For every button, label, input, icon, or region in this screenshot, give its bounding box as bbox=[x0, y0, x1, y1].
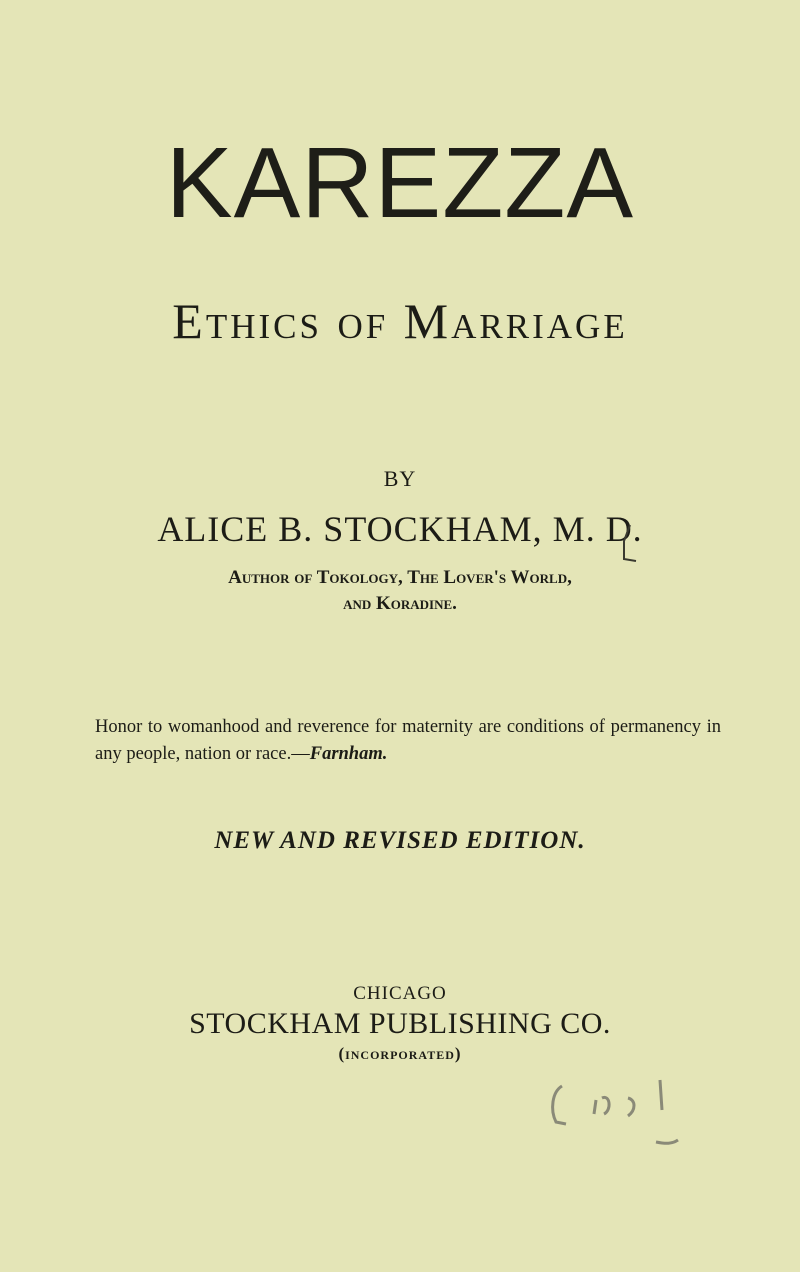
book-title: KAREZZA bbox=[165, 127, 635, 239]
publisher-incorporated: (incorporated) bbox=[338, 1044, 462, 1063]
handwritten-call-number-mark bbox=[540, 1070, 690, 1170]
pencil-mark bbox=[618, 523, 638, 563]
epigraph bbox=[95, 714, 721, 768]
author-credits-line-2: and Koradine. bbox=[343, 593, 457, 614]
publisher-city: CHICAGO bbox=[353, 983, 447, 1004]
publisher-name: STOCKHAM PUBLISHING CO. bbox=[189, 1007, 611, 1040]
by-line: BY bbox=[383, 466, 417, 491]
epigraph-attribution: Farnham. bbox=[309, 744, 388, 764]
author-name: ALICE B. STOCKHAM, M. D. bbox=[157, 509, 643, 549]
edition-statement: NEW AND REVISED EDITION. bbox=[214, 827, 586, 854]
book-subtitle: Ethics of Marriage bbox=[172, 293, 628, 349]
epigraph-text: Honor to womanhood and reverence for maternity are conditions of permanency in any people, nation or race.— bbox=[95, 717, 721, 764]
author-credits-line-1: Author of Tokology, The Lover's World, bbox=[228, 567, 572, 588]
